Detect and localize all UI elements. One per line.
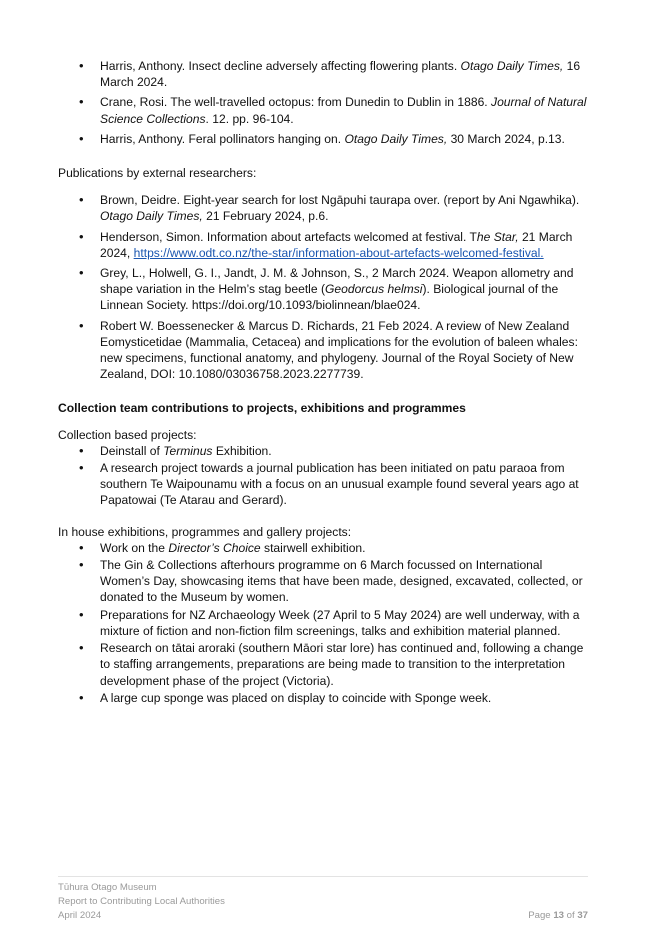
page-footer bbox=[58, 876, 588, 923]
list-item: • Preparations for NZ Archaeology Week (27 April to 5 May 2024) are well underway, with a mixture of fiction and non-fiction film screenings, talks and exhibition material planned. bbox=[58, 607, 588, 639]
collection-projects-intro: Collection based projects: bbox=[58, 427, 197, 442]
museum-publications-list bbox=[58, 58, 588, 147]
list-item: • Robert W. Boessenecker & Marcus D. Richards, 21 Feb 2024. A review of New Zealand Eomysticetidae (Mammalia, Cetacea) and implications for the evolution of baleen whales: new specimens, functional anatomy, and phylogeny. Journal of the Royal Society of New Zealand, DOI: 10.1080/03036758.2023.2277739. bbox=[58, 318, 588, 383]
collection-projects-list bbox=[58, 443, 588, 509]
list-item: • Deinstall of Terminus Exhibition. bbox=[58, 443, 588, 459]
section-heading: Collection team contributions to projects, exhibitions and programmes bbox=[58, 401, 466, 416]
list-item: • Grey, L., Holwell, G. I., Jandt, J. M. & Johnson, S., 2 March 2024. Weapon allometry and shape variation in the Helm’s stag beetle (Geodorcus helmsi). Biological journal of the Linnean Society. https://doi.org/10.1093/biolinnean/blae024. bbox=[58, 265, 588, 314]
footer-report: Report to Contributing Local Authorities bbox=[58, 896, 225, 907]
footer-date: April 2024 bbox=[58, 910, 102, 921]
list-item: • Harris, Anthony. Feral pollinators hanging on. Otago Daily Times, 30 March 2024, p.13. bbox=[58, 131, 588, 147]
external-publications-list bbox=[58, 192, 588, 382]
footer-org: Tūhura Otago Museum bbox=[58, 882, 157, 893]
list-item: • A large cup sponge was placed on display to coincide with Sponge week. bbox=[58, 690, 588, 706]
list-item: • Harris, Anthony. Insect decline adversely affecting flowering plants. Otago Daily Times, 16 March 2024. bbox=[58, 58, 588, 90]
list-item: • Crane, Rosi. The well-travelled octopus: from Dunedin to Dublin in 1886. Journal of Natural Science Collections. 12. pp. 96-104. bbox=[58, 94, 588, 126]
external-publications-heading: Publications by external researchers: bbox=[58, 166, 257, 181]
list-item: • Henderson, Simon. Information about artefacts welcomed at festival. The Star, 21 March 2024, https://www.odt.co.nz/the-star/information-about-artefacts-welcomed-festival. bbox=[58, 229, 588, 261]
list-item: • Brown, Deidre. Eight-year search for lost Ngāpuhi taurapa over. (report by Ani Ngawhika). Otago Daily Times, 21 February 2024, p.6. bbox=[58, 192, 588, 224]
list-item: • A research project towards a journal publication has been initiated on patu paraoa from southern Te Waipounamu with a focus on an unusual example found several years ago at Papatowai (Te Atarau and Gerard). bbox=[58, 460, 588, 509]
list-item: • Research on tātai aroraki (southern Māori star lore) has continued and, following a change to staffing arrangements, preparations are being made to transition to the interpretation development phase of the project (Victoria). bbox=[58, 640, 588, 689]
page-number: Page 13 of 37 bbox=[528, 910, 588, 921]
list-item: • Work on the Director’s Choice stairwell exhibition. bbox=[58, 540, 588, 556]
inhouse-projects-intro: In house exhibitions, programmes and gallery projects: bbox=[58, 524, 352, 539]
page-content bbox=[58, 58, 588, 707]
inhouse-projects-list bbox=[58, 540, 588, 706]
list-item: • The Gin & Collections afterhours programme on 6 March focussed on International Women’s Day, showcasing items that have been made, designed, excavated, collected, or donated to the Museum by women. bbox=[58, 557, 588, 606]
article-link[interactable]: https://www.odt.co.nz/the-star/information-about-artefacts-welcomed-festival. bbox=[133, 245, 544, 260]
